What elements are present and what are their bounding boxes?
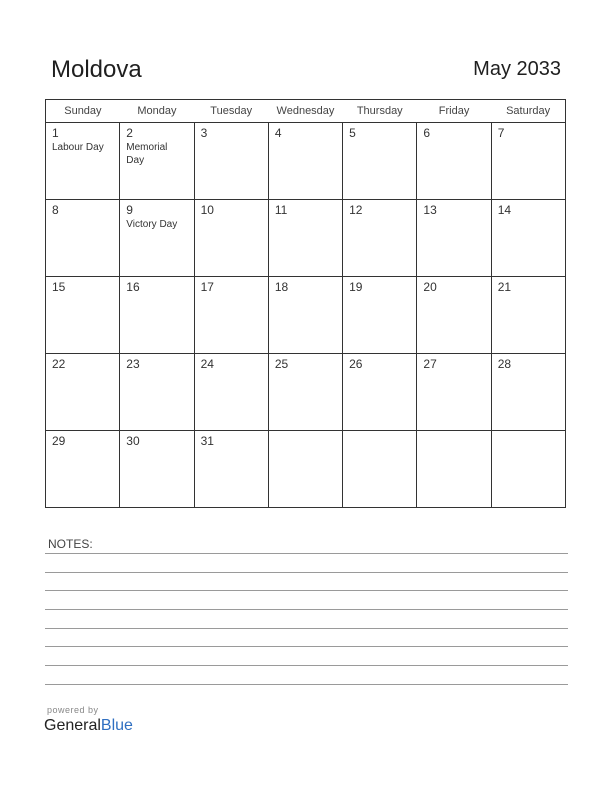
day-cell	[417, 431, 491, 508]
day-cell	[120, 200, 194, 277]
week-row	[46, 431, 566, 508]
day-cell	[46, 200, 120, 277]
day-cell	[491, 354, 565, 431]
day-number: 15	[52, 280, 66, 294]
day-number: 21	[497, 280, 512, 294]
holiday-label: Victory Day	[126, 219, 178, 230]
note-line	[45, 628, 568, 629]
day-number: 22	[52, 357, 66, 371]
day-number: 31	[200, 434, 214, 448]
note-line	[45, 609, 568, 610]
day-number: 27	[423, 357, 437, 371]
weekday-header: Tuesday	[194, 100, 268, 123]
day-cell	[46, 277, 120, 354]
day-number: 28	[497, 357, 512, 371]
day-cell	[268, 431, 342, 508]
day-cell	[417, 277, 491, 354]
day-number: 12	[349, 203, 363, 217]
weekday-header-row	[46, 100, 566, 123]
day-number: 24	[200, 357, 214, 371]
week-row	[46, 354, 566, 431]
day-cell	[343, 200, 417, 277]
day-cell	[343, 123, 417, 200]
day-cell	[268, 277, 342, 354]
day-cell	[491, 200, 565, 277]
notes-label: NOTES:	[48, 537, 93, 551]
day-number: 17	[200, 280, 214, 294]
day-cell	[120, 123, 194, 200]
day-cell	[417, 123, 491, 200]
day-cell	[46, 354, 120, 431]
day-number: 25	[274, 357, 289, 371]
day-cell	[491, 431, 565, 508]
day-cell	[46, 431, 120, 508]
weekday-header: Monday	[120, 100, 194, 123]
day-cell	[343, 431, 417, 508]
day-cell	[194, 431, 268, 508]
day-cell	[46, 123, 120, 200]
logo-blue: Blue	[100, 717, 133, 734]
day-cell	[194, 123, 268, 200]
day-cell	[491, 123, 565, 200]
day-cell	[491, 277, 565, 354]
weekday-header: Sunday	[46, 100, 120, 123]
weekday-header: Thursday	[343, 100, 417, 123]
day-cell	[343, 354, 417, 431]
day-cell	[120, 354, 194, 431]
day-number: 14	[497, 203, 512, 217]
day-cell	[268, 200, 342, 277]
day-cell	[194, 354, 268, 431]
day-number: 23	[126, 357, 140, 371]
generalblue-logo	[44, 717, 133, 735]
day-number: 29	[52, 434, 66, 448]
day-cell	[417, 200, 491, 277]
day-number: 18	[274, 280, 289, 294]
logo-general: General	[44, 717, 101, 734]
note-line	[45, 646, 568, 647]
week-row	[46, 200, 566, 277]
day-number: 7	[497, 126, 505, 140]
note-line	[45, 590, 568, 591]
weekday-header: Friday	[417, 100, 491, 123]
country-title: Moldova	[51, 56, 142, 83]
day-number: 30	[126, 434, 140, 448]
weekday-header: Saturday	[491, 100, 565, 123]
day-number: 8	[52, 203, 59, 217]
day-number: 2	[126, 126, 133, 140]
day-number: 20	[423, 280, 437, 294]
powered-by-label: powered by	[47, 705, 99, 715]
day-cell	[194, 277, 268, 354]
day-number: 5	[349, 126, 356, 140]
day-number: 3	[200, 126, 208, 140]
holiday-label: Memorial Day	[126, 142, 168, 166]
day-cell	[268, 123, 342, 200]
holiday-label: Labour Day	[52, 142, 104, 153]
day-number: 13	[423, 203, 437, 217]
day-number: 9	[126, 203, 133, 217]
note-line	[45, 665, 568, 666]
note-line	[45, 572, 568, 573]
day-number: 16	[126, 280, 140, 294]
day-number: 26	[349, 357, 363, 371]
week-row	[46, 123, 566, 200]
day-cell	[120, 277, 194, 354]
note-line	[45, 684, 568, 685]
day-number: 11	[274, 203, 288, 217]
day-cell	[268, 354, 342, 431]
day-number: 10	[200, 203, 214, 217]
month-year-title: May 2033	[473, 58, 561, 80]
day-cell	[194, 200, 268, 277]
day-number: 19	[349, 280, 363, 294]
day-number: 4	[274, 126, 282, 140]
week-row	[46, 277, 566, 354]
day-cell	[343, 277, 417, 354]
day-number: 6	[423, 126, 431, 140]
calendar-grid	[45, 99, 566, 508]
day-number: 1	[52, 126, 59, 140]
day-cell	[417, 354, 491, 431]
weekday-header: Wednesday	[268, 100, 342, 123]
day-cell	[120, 431, 194, 508]
note-line	[45, 553, 568, 554]
